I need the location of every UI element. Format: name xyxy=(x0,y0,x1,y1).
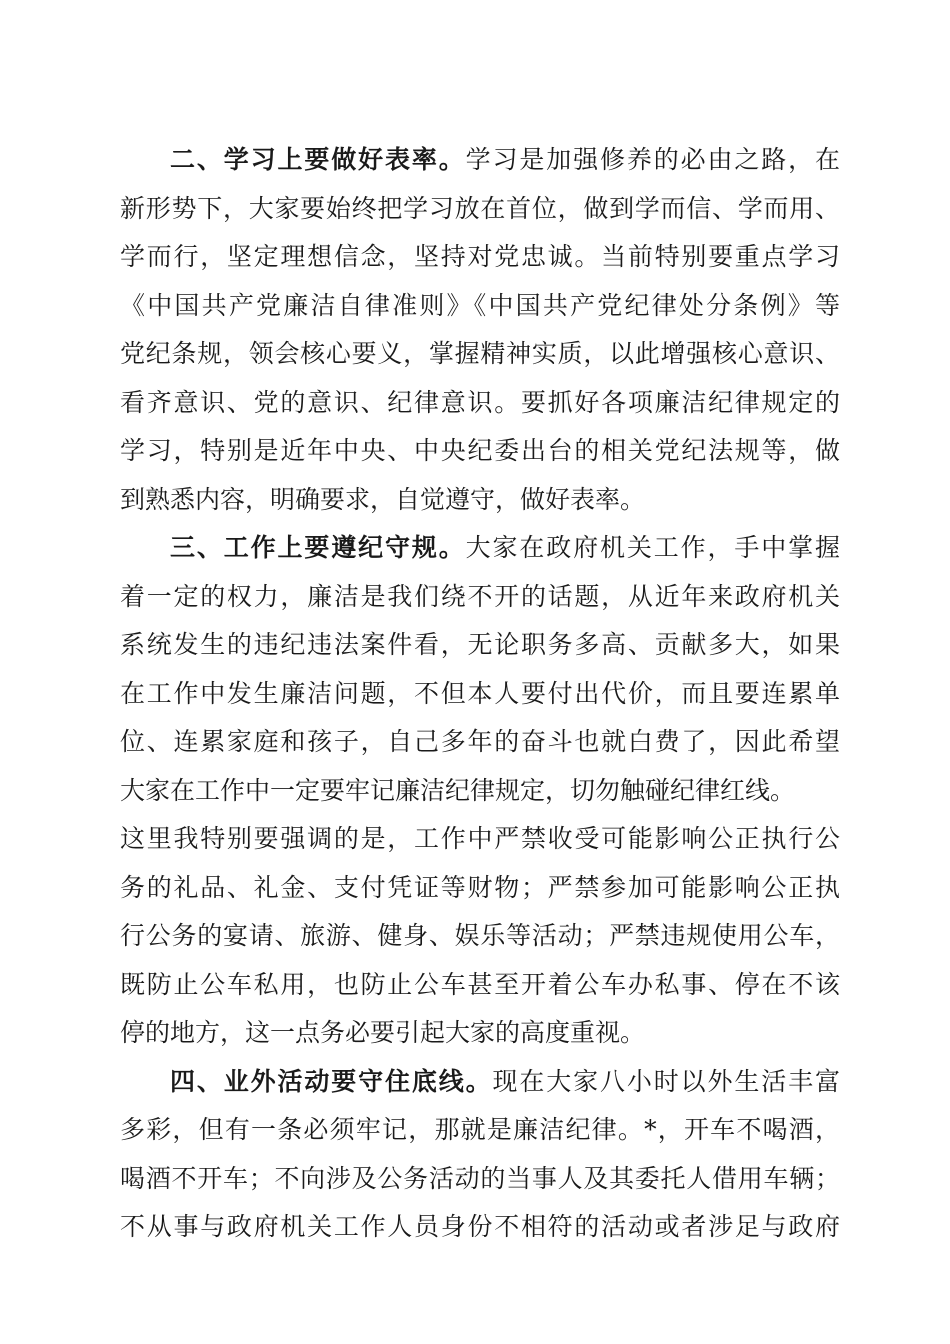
section-2-line-1 xyxy=(120,136,840,185)
section-4-text: 现在大家八小时以外生活丰富 xyxy=(492,1066,840,1096)
paragraph-line: 新形势下，大家要始终把学习放在首位，做到学而信、学而用、 xyxy=(120,193,840,223)
section-2-text: 学习是加强修养的必由之路，在 xyxy=(465,145,840,174)
paragraph-line: 行公务的宴请、旅游、健身、娱乐等活动；严禁违规使用公车， xyxy=(120,921,840,950)
paragraph-line: 看齐意识、党的意识、纪律意识。要抓好各项廉洁纪律规定的 xyxy=(120,387,840,417)
paragraph-line: 不从事与政府机关工作人员身份不相符的活动或者涉足与政府 xyxy=(120,1212,840,1241)
paragraph-line: 系统发生的违纪违法案件看，无论职务多高、贡献多大，如果 xyxy=(120,630,840,659)
section-4-heading: 四、业外活动要守住底线。 xyxy=(170,1066,493,1096)
paragraph-line: 《中国共产党廉洁自律准则》《中国共产党纪律处分条例》等 xyxy=(120,290,840,320)
section-2-heading: 二、学习上要做好表率。 xyxy=(170,145,466,174)
paragraph-line: 党纪条规，领会核心要义，掌握精神实质，以此增强核心意识、 xyxy=(120,339,840,368)
paragraph-line: 在工作中发生廉洁问题，不但本人要付出代价，而且要连累单 xyxy=(120,678,840,708)
paragraph-line: 着一定的权力，廉洁是我们绕不开的话题，从近年来政府机关 xyxy=(120,581,840,611)
paragraph-line: 学习，特别是近年中央、中央纪委出台的相关党纪法规等，做 xyxy=(120,436,840,465)
paragraph-line: 多彩，但有一条必须牢记，那就是廉洁纪律。*，开车不喝酒， xyxy=(120,1115,840,1144)
document-body xyxy=(120,136,840,1252)
paragraph-line: 既防止公车私用，也防止公车甚至开着公车办私事、停在不该 xyxy=(120,969,840,999)
section-3-line-1 xyxy=(120,524,840,573)
paragraph-line: 停的地方，这一点务必要引起大家的高度重视。 xyxy=(120,1018,646,1047)
section-4-line-1 xyxy=(120,1058,840,1107)
paragraph-line: 大家在工作中一定要牢记廉洁纪律规定，切勿触碰纪律红线。 xyxy=(120,775,796,805)
paragraph-line: 到熟悉内容，明确要求，自觉遵守，做好表率。 xyxy=(120,484,646,514)
paragraph-line: 喝酒不开车；不向涉及公务活动的当事人及其委托人借用车辆； xyxy=(120,1163,840,1193)
paragraph-line: 位、连累家庭和孩子，自己多年的奋斗也就白费了，因此希望 xyxy=(120,727,840,756)
section-3-heading: 三、工作上要遵纪守规。 xyxy=(170,533,466,562)
paragraph-line: 学而行，坚定理想信念，坚持对党忠诚。当前特别要重点学习 xyxy=(120,242,840,271)
paragraph-line: 这里我特别要强调的是，工作中严禁收受可能影响公正执行公 xyxy=(120,824,840,853)
paragraph-line: 务的礼品、礼金、支付凭证等财物；严禁参加可能影响公正执 xyxy=(120,872,840,902)
section-3-text: 大家在政府机关工作，手中掌握 xyxy=(465,533,840,562)
